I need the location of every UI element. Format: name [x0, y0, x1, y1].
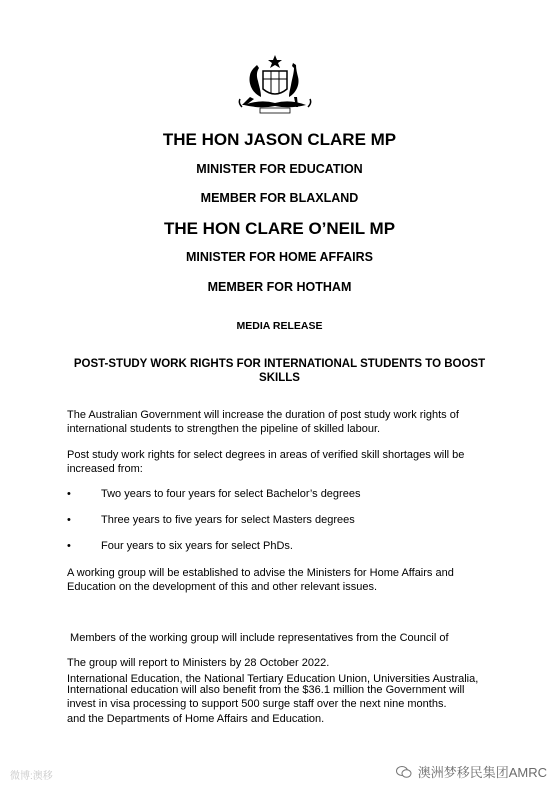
- bullet-item-3: Four years to six years for select PhDs.: [101, 540, 293, 552]
- paragraph-2: [67, 449, 497, 476]
- paragraph-1-line-1: The Australian Government will increase the duration of post study work rights of: [67, 409, 459, 421]
- wechat-icon: [396, 766, 412, 778]
- paragraph-6: [67, 684, 497, 711]
- paragraph-6-line-2: invest in visa processing to support 500 surge staff over the next nine months.: [67, 697, 447, 710]
- paragraph-6-line-1: International education will also benefit from the $36.1 million the Government will: [67, 684, 465, 696]
- coat-of-arms-icon: [230, 53, 320, 118]
- minister1-name: THE HON JASON CLARE MP: [162, 130, 397, 149]
- paragraph-1-line-2: international students to strengthen the pipeline of skilled labour.: [67, 422, 381, 435]
- bullet-marker: •: [67, 540, 71, 552]
- minister2-seat: MEMBER FOR HOTHAM: [207, 280, 352, 294]
- weibo-watermark: 微博:澳移: [10, 771, 53, 782]
- paragraph-5: The group will report to Ministers by 28 October 2022.: [67, 657, 330, 669]
- release-type: MEDIA RELEASE: [236, 320, 323, 332]
- bullet-marker: •: [67, 488, 71, 500]
- paragraph-2-line-2: increased from:: [67, 462, 143, 475]
- minister1-seat: MEMBER FOR BLAXLAND: [200, 191, 359, 205]
- minister2-role: MINISTER FOR HOME AFFAIRS: [185, 250, 374, 264]
- bullet-item-1: Two years to four years for select Bachelor’s degrees: [101, 488, 361, 500]
- paragraph-3-line-1: A working group will be established to advise the Ministers for Home Affairs and: [67, 567, 454, 579]
- paragraph-3-line-2: Education on the development of this and other relevant issues.: [67, 580, 378, 593]
- paragraph-3: [67, 567, 497, 594]
- paragraph-4-line-2: International Education, the National Tertiary Education Union, Universities Australia,: [67, 672, 479, 685]
- paragraph-4: [67, 605, 497, 754]
- paragraph-4-line-1: Members of the working group will include representatives from the Council of: [67, 632, 449, 644]
- minister1-role: MINISTER FOR EDUCATION: [196, 162, 363, 176]
- paragraph-2-line-1: Post study work rights for select degrees in areas of verified skill shortages will be: [67, 449, 465, 461]
- wechat-watermark: [396, 762, 547, 781]
- bullet-item-2: Three years to five years for select Masters degrees: [101, 514, 355, 526]
- release-title-line-2: SKILLS: [259, 372, 300, 384]
- paragraph-1: [67, 409, 497, 436]
- wechat-account-name: 澳洲梦移民集团AMRC: [417, 765, 547, 780]
- release-title: [0, 357, 559, 385]
- release-title-line-1: POST-STUDY WORK RIGHTS FOR INTERNATIONAL STUDENTS TO BOOST: [73, 358, 486, 370]
- minister2-name: THE HON CLARE O’NEIL MP: [163, 219, 396, 238]
- bullet-marker: •: [67, 514, 71, 526]
- paragraph-4-line-3: and the Departments of Home Affairs and Education.: [67, 713, 325, 725]
